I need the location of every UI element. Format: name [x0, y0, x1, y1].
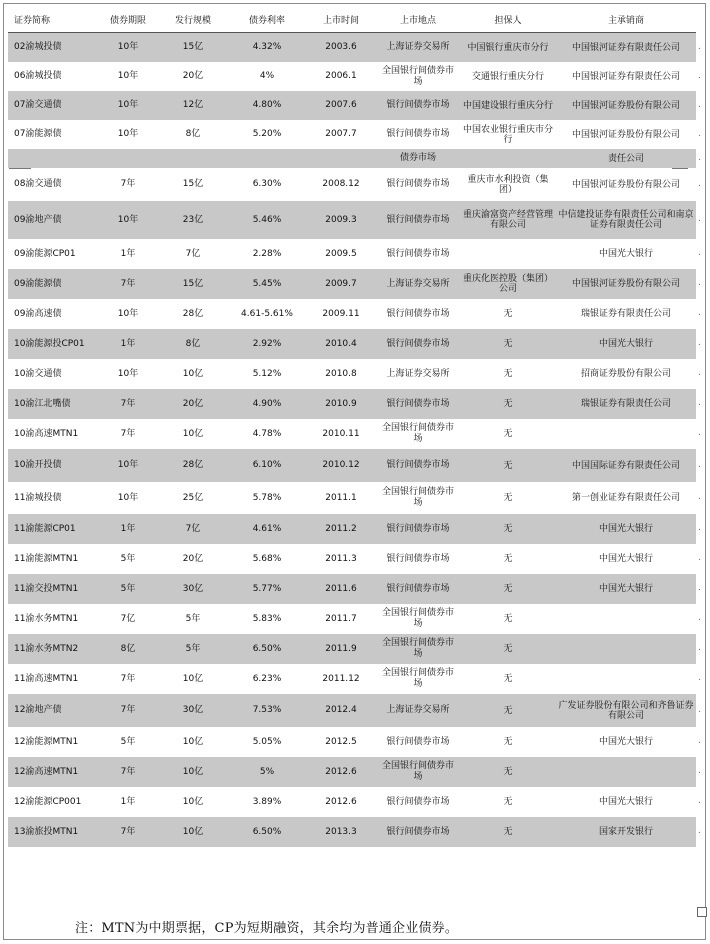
cell-bond-name: 12渝地产债: [8, 694, 98, 727]
row-end-mark: .: [698, 704, 701, 715]
header-lead-underwriter: 主承销商: [556, 10, 696, 33]
cell-listing-date: [306, 149, 376, 168]
cell-listing-date: 2010.11: [322, 428, 360, 439]
row-end-mark: .: [698, 523, 701, 533]
cell-coupon-rate: 6.50%: [228, 817, 306, 847]
cell-guarantor: 重庆化医控股（集团）公司: [460, 269, 556, 299]
cell-bond-name: 08渝交通债: [14, 179, 62, 189]
table-row: [8, 201, 696, 239]
cell-lead-underwriter: [556, 604, 696, 634]
cell-issue-size: 8亿: [185, 129, 201, 139]
row-end-mark: .: [698, 70, 701, 81]
table-row: [8, 239, 696, 269]
cell-lead-underwriter: 第一创业证券有限责任公司: [571, 493, 680, 503]
cell-lead-underwriter: 中信建投证券有限责任公司和南京证券有限责任公司: [556, 201, 696, 239]
bond-issuance-table: [8, 10, 696, 847]
table-row: [8, 269, 696, 299]
cell-issue-size: 5年: [158, 634, 228, 664]
cell-listing-date: 2010.9: [306, 389, 376, 419]
table-footnote: 注：MTN为中期票据，CP为短期融资，其余均为普通企业债券。: [75, 921, 459, 936]
cell-issue-size: 10亿: [158, 817, 228, 847]
cell-listing-date: 2007.6: [306, 91, 376, 120]
header-listing-date: 上市时间: [306, 10, 376, 33]
table-row: [8, 757, 696, 787]
cell-term: 1年: [120, 796, 136, 807]
cell-coupon-rate: 6.30%: [252, 179, 282, 189]
cell-lead-underwriter: 中国光大银行: [598, 249, 653, 259]
row-end-mark: .: [698, 152, 701, 163]
cell-coupon-rate: [228, 149, 306, 168]
cell-issue-size: 28亿: [182, 308, 204, 319]
cell-bond-name: 11渝城投债: [14, 492, 62, 503]
cell-bond-name: 10渝开投债: [8, 449, 98, 482]
cell-guarantor: 无: [460, 757, 556, 787]
cell-guarantor: 无: [460, 329, 556, 359]
cell-listing-date: 2011.2: [306, 514, 376, 544]
cell-term: 7亿: [120, 613, 136, 624]
cell-bond-name: 13渝旅投MTN1: [8, 817, 98, 847]
table-row: [8, 359, 696, 389]
cell-bond-name: 11渝能源CP01: [8, 514, 98, 544]
cell-issue-size: 25亿: [182, 492, 204, 503]
cell-lead-underwriter: 中国光大银行: [556, 574, 696, 604]
cell-listing-venue: 全国银行间债券市场: [376, 757, 460, 787]
cell-lead-underwriter: [556, 634, 696, 664]
cell-listing-venue: 银行间债券市场: [376, 91, 460, 120]
cell-issue-size: 10亿: [182, 736, 204, 747]
cell-lead-underwriter: 国家开发银行: [556, 817, 696, 847]
cell-lead-underwriter: 责任公司: [556, 149, 696, 168]
cell-bond-name: 09渝能源CP01: [14, 248, 76, 259]
cell-guarantor: 无: [460, 634, 556, 664]
cell-term: 10年: [117, 129, 139, 139]
cell-listing-date: 2012.5: [325, 736, 357, 747]
cell-bond-name: 11渝交投MTN1: [8, 574, 98, 604]
cell-listing-venue: 上海证券交易所: [386, 368, 450, 379]
cell-listing-date: 2009.11: [322, 308, 360, 319]
cell-guarantor: 无: [503, 797, 513, 807]
cell-listing-date: 2003.6: [306, 33, 376, 63]
cell-coupon-rate: 3.89%: [252, 796, 282, 807]
cell-bond-name: [8, 149, 98, 168]
cell-bond-name: 02渝城投债: [8, 33, 98, 63]
row-end-mark: .: [698, 583, 701, 593]
row-end-mark: .: [698, 278, 701, 288]
cell-listing-date: 2009.7: [306, 269, 376, 299]
cell-coupon-rate: 5.68%: [252, 553, 282, 564]
cell-listing-venue: 上海证券交易所: [376, 33, 460, 63]
cell-guarantor: 无: [460, 449, 556, 482]
table-row: [8, 634, 696, 664]
cell-listing-venue: 债券市场: [376, 149, 460, 168]
cell-term: 5年: [120, 553, 136, 564]
cell-lead-underwriter: 广发证券股份有限公司和齐鲁证券有限公司: [556, 694, 696, 727]
cell-coupon-rate: 5.12%: [252, 368, 282, 379]
table-row: [8, 419, 696, 449]
cell-term: 1年: [120, 248, 136, 259]
table-row: [8, 727, 696, 757]
row-end-mark: .: [698, 736, 701, 746]
cell-issue-size: 30亿: [158, 574, 228, 604]
cell-bond-name: 11渝水务MTN1: [14, 613, 79, 624]
cell-listing-date: 2009.3: [306, 201, 376, 239]
cell-listing-venue: 银行间债券市场: [386, 308, 450, 319]
cell-lead-underwriter: [556, 664, 696, 694]
cell-guarantor: [460, 149, 556, 168]
cell-listing-date: 2010.4: [306, 329, 376, 359]
cell-coupon-rate: 2.28%: [252, 248, 282, 259]
cell-listing-date: 2011.6: [306, 574, 376, 604]
cell-lead-underwriter: 中国银河证券股份有限公司: [571, 129, 680, 140]
cell-guarantor: 无: [503, 554, 513, 564]
cell-issue-size: 12亿: [158, 91, 228, 120]
cell-listing-date: 2012.4: [306, 694, 376, 727]
cell-listing-date: 2012.6: [325, 796, 357, 807]
cell-listing-venue: 银行间债券市场: [386, 796, 450, 807]
cell-issue-size: 20亿: [158, 389, 228, 419]
cell-listing-venue: 全国银行间债券市场: [381, 423, 454, 444]
cell-listing-date: 2006.1: [325, 71, 357, 81]
table-row: [8, 91, 696, 120]
cell-issue-size: 8亿: [158, 329, 228, 359]
cell-term: 7年: [98, 817, 158, 847]
cell-guarantor: 无: [503, 493, 513, 503]
row-end-mark: .: [698, 128, 701, 139]
cell-term: 1年: [98, 329, 158, 359]
cell-term: 10年: [117, 71, 139, 81]
cell-term: 7年: [98, 389, 158, 419]
cell-term: 1年: [98, 514, 158, 544]
cell-bond-name: 10渝高速MTN1: [14, 428, 79, 439]
table-row: [8, 664, 696, 694]
table-row: [8, 604, 696, 634]
cell-coupon-rate: 5.77%: [228, 574, 306, 604]
cell-guarantor: 交通银行重庆分行: [471, 71, 544, 82]
row-end-mark: .: [698, 643, 701, 653]
header-coupon-rate: 债券利率: [228, 10, 306, 33]
cell-issue-size: [158, 149, 228, 168]
cell-listing-date: 2011.12: [322, 673, 360, 684]
cell-lead-underwriter: 招商证券股份有限公司: [580, 369, 671, 379]
cell-lead-underwriter: 中国银河证券股份有限公司: [571, 179, 680, 190]
corner-handle: [697, 907, 707, 917]
cell-issue-size: 10亿: [182, 428, 204, 439]
cell-listing-venue: 全国银行间债券市场: [381, 608, 454, 629]
cell-term: 7年: [98, 269, 158, 299]
row-end-mark: .: [698, 459, 701, 470]
cell-coupon-rate: 4.78%: [252, 428, 282, 439]
cell-guarantor: 中国银行重庆市分行: [460, 33, 556, 63]
row-end-mark: .: [698, 673, 701, 683]
cell-lead-underwriter: [556, 419, 696, 449]
cell-bond-name: 07渝能源债: [14, 129, 62, 139]
table-row: [8, 574, 696, 604]
table-row: [8, 329, 696, 359]
row-end-mark: .: [698, 613, 701, 623]
cell-coupon-rate: 4.32%: [228, 33, 306, 63]
cell-listing-date: 2008.12: [322, 179, 360, 189]
cell-term: 10年: [98, 449, 158, 482]
cell-coupon-rate: 5.20%: [252, 129, 282, 139]
table-row: [8, 62, 696, 91]
cell-term: 7年: [120, 673, 136, 684]
cell-term: 7年: [120, 428, 136, 439]
cell-coupon-rate: 7.53%: [228, 694, 306, 727]
cell-issue-size: 7亿: [158, 514, 228, 544]
divider-tick-right: [672, 168, 688, 169]
cell-lead-underwriter: [556, 757, 696, 787]
table-row: [8, 514, 696, 544]
cell-lead-underwriter: 瑞银证券有限责任公司: [580, 309, 671, 319]
cell-bond-name: 09渝能源债: [8, 269, 98, 299]
cell-coupon-rate: 5.05%: [252, 736, 282, 747]
cell-guarantor: 重庆渝富资产经营管理有限公司: [460, 201, 556, 239]
cell-coupon-rate: 5%: [228, 757, 306, 787]
header-listing-venue: 上市地点: [376, 10, 460, 33]
cell-listing-venue: 上海证券交易所: [376, 694, 460, 727]
cell-bond-name: 10渝交通债: [14, 368, 62, 379]
cell-bond-name: 12渝能源CP001: [14, 796, 82, 807]
cell-coupon-rate: 6.50%: [228, 634, 306, 664]
cell-guarantor: 无: [460, 574, 556, 604]
cell-guarantor: 无: [503, 429, 513, 439]
cell-term: 7年: [120, 179, 136, 189]
cell-listing-venue: 银行间债券市场: [386, 248, 450, 259]
cell-issue-size: 30亿: [158, 694, 228, 727]
cell-guarantor: 无: [503, 309, 513, 319]
cell-coupon-rate: 4%: [259, 71, 275, 81]
cell-lead-underwriter: 中国银河证券股份有限公司: [556, 269, 696, 299]
cell-bond-name: 11渝高速MTN1: [14, 673, 79, 684]
header-guarantor: 担保人: [460, 10, 556, 33]
table-row: [8, 694, 696, 727]
cell-lead-underwriter: 中国国际证券有限责任公司: [556, 449, 696, 482]
row-end-mark: .: [698, 99, 701, 110]
table-row: [8, 33, 696, 63]
cell-issue-size: 5年: [185, 613, 201, 624]
cell-issue-size: 7亿: [185, 248, 201, 259]
cell-listing-venue: 银行间债券市场: [386, 179, 450, 189]
cell-issue-size: 10亿: [182, 368, 204, 379]
cell-lead-underwriter: 中国光大银行: [598, 554, 653, 564]
cell-listing-venue: 银行间债券市场: [386, 553, 450, 564]
cell-coupon-rate: 6.23%: [252, 673, 282, 684]
row-end-mark: .: [698, 428, 701, 438]
cell-term: 10年: [117, 368, 139, 379]
cell-listing-date: 2011.9: [306, 634, 376, 664]
cell-listing-date: 2007.7: [325, 129, 357, 139]
row-end-mark: .: [698, 178, 701, 189]
cell-listing-venue: 银行间债券市场: [376, 817, 460, 847]
cell-lead-underwriter: 中国光大银行: [598, 797, 653, 807]
row-end-mark: .: [698, 308, 701, 318]
cell-guarantor: 无: [503, 369, 513, 379]
row-end-mark: .: [698, 553, 701, 563]
cell-lead-underwriter: 瑞银证券有限责任公司: [556, 389, 696, 419]
cell-listing-venue: 全国银行间债券市场: [376, 634, 460, 664]
cell-listing-venue: 银行间债券市场: [376, 514, 460, 544]
table-row: [8, 168, 696, 201]
cell-bond-name: 09渝高速债: [14, 308, 62, 319]
cell-listing-venue: 银行间债券市场: [376, 201, 460, 239]
cell-bond-name: 07渝交通债: [8, 91, 98, 120]
cell-coupon-rate: 6.10%: [228, 449, 306, 482]
cell-lead-underwriter: 中国银河证券股份有限公司: [556, 91, 696, 120]
cell-bond-name: 12渝高速MTN1: [8, 757, 98, 787]
header-bond-name: 证券简称: [8, 10, 98, 33]
cell-coupon-rate: 4.61%: [228, 514, 306, 544]
cell-listing-date: 2011.3: [325, 553, 357, 564]
cell-bond-name: 11渝能源MTN1: [14, 553, 79, 564]
row-end-mark: .: [698, 492, 701, 502]
cell-listing-venue: 全国银行间债券市场: [381, 487, 454, 508]
cell-coupon-rate: 4.80%: [228, 91, 306, 120]
header-term: 债券期限: [98, 10, 158, 33]
cell-issue-size: 10亿: [182, 796, 204, 807]
cell-issue-size: 15亿: [158, 33, 228, 63]
table-header-row: [8, 10, 696, 33]
cell-listing-venue: 银行间债券市场: [376, 449, 460, 482]
cell-listing-venue: 银行间债券市场: [376, 329, 460, 359]
cell-listing-venue: 银行间债券市场: [376, 574, 460, 604]
cell-bond-name: 11渝水务MTN2: [8, 634, 98, 664]
cell-lead-underwriter: 中国光大银行: [556, 329, 696, 359]
cell-issue-size: 23亿: [158, 201, 228, 239]
cell-guarantor: 中国建设银行重庆分行: [460, 91, 556, 120]
cell-term: 10年: [117, 308, 139, 319]
cell-issue-size: 10亿: [158, 757, 228, 787]
cell-listing-venue: 银行间债券市场: [376, 389, 460, 419]
cell-listing-venue: 上海证券交易所: [376, 269, 460, 299]
row-end-mark: .: [698, 766, 701, 776]
cell-term: 10年: [98, 201, 158, 239]
cell-term: [98, 149, 158, 168]
cell-bond-name: 12渝能源MTN1: [14, 736, 79, 747]
cell-bond-name: 09渝地产债: [8, 201, 98, 239]
cell-guarantor: [460, 239, 556, 269]
cell-listing-venue: 银行间债券市场: [386, 736, 450, 747]
cell-issue-size: 15亿: [158, 269, 228, 299]
cell-listing-date: 2009.5: [325, 248, 357, 259]
row-end-mark: .: [698, 398, 701, 408]
cell-term: 10年: [98, 33, 158, 63]
table-row: [8, 299, 696, 329]
cell-coupon-rate: 5.45%: [228, 269, 306, 299]
row-end-mark: .: [698, 248, 701, 258]
cell-term: 5年: [98, 574, 158, 604]
cell-coupon-rate: 4.90%: [228, 389, 306, 419]
cell-coupon-rate: 5.46%: [228, 201, 306, 239]
cell-listing-venue: 银行间债券市场: [386, 129, 450, 139]
table-row: [8, 482, 696, 514]
cell-issue-size: 20亿: [182, 553, 204, 564]
cell-listing-date: 2011.7: [325, 613, 357, 624]
cell-guarantor: 无: [503, 614, 513, 624]
row-end-mark: .: [698, 796, 701, 806]
cell-issue-size: 15亿: [182, 179, 204, 189]
cell-bond-name: 10渝江北嘴债: [8, 389, 98, 419]
cell-guarantor: 无: [503, 674, 513, 684]
table-row: [8, 120, 696, 149]
cell-lead-underwriter: 中国光大银行: [598, 737, 653, 747]
cell-lead-underwriter: 中国银河证券有限责任公司: [571, 71, 680, 82]
cell-guarantor: 无: [460, 694, 556, 727]
divider-tick-left: [9, 168, 31, 169]
cell-listing-venue: 全国银行间债券市场: [381, 65, 454, 87]
cell-coupon-rate: 4.61-5.61%: [241, 308, 293, 319]
cell-term: 8亿: [98, 634, 158, 664]
cell-listing-date: 2012.6: [306, 757, 376, 787]
row-end-mark: .: [698, 41, 701, 52]
row-end-mark: .: [698, 368, 701, 378]
row-end-mark: .: [698, 826, 701, 836]
cell-issue-size: 10亿: [182, 673, 204, 684]
table-row: [8, 817, 696, 847]
cell-term: 7年: [98, 757, 158, 787]
cell-issue-size: 28亿: [158, 449, 228, 482]
cell-term: 10年: [98, 91, 158, 120]
cell-guarantor: 中国农业银行重庆市分行: [462, 124, 553, 145]
cell-listing-date: 2010.8: [325, 368, 357, 379]
cell-listing-date: 2013.3: [306, 817, 376, 847]
cell-issue-size: 20亿: [182, 71, 204, 81]
table-row: [8, 149, 696, 168]
cell-listing-venue: 全国银行间债券市场: [381, 668, 454, 689]
cell-listing-date: 2010.12: [306, 449, 376, 482]
table-row: [8, 389, 696, 419]
row-end-mark: .: [698, 338, 701, 348]
cell-listing-date: 2011.1: [325, 492, 357, 503]
cell-lead-underwriter: 中国光大银行: [556, 514, 696, 544]
cell-term: 7年: [98, 694, 158, 727]
cell-term: 5年: [120, 736, 136, 747]
cell-bond-name: 06渝城投债: [14, 71, 62, 81]
cell-guarantor: 无: [460, 514, 556, 544]
cell-coupon-rate: 5.78%: [252, 492, 282, 503]
cell-lead-underwriter: 中国银河证券有限责任公司: [556, 33, 696, 63]
cell-term: 10年: [117, 492, 139, 503]
row-end-mark: .: [698, 214, 701, 224]
cell-guarantor: 无: [460, 389, 556, 419]
cell-coupon-rate: 2.92%: [228, 329, 306, 359]
cell-guarantor: 无: [460, 817, 556, 847]
header-issue-size: 发行规模: [158, 10, 228, 33]
cell-coupon-rate: 5.83%: [252, 613, 282, 624]
table-row: [8, 787, 696, 817]
cell-bond-name: 10渝能源投CP01: [8, 329, 98, 359]
cell-guarantor: 重庆市水利投资（集团）: [467, 174, 549, 195]
cell-guarantor: 无: [503, 737, 513, 747]
table-row: [8, 544, 696, 574]
table-row: [8, 449, 696, 482]
